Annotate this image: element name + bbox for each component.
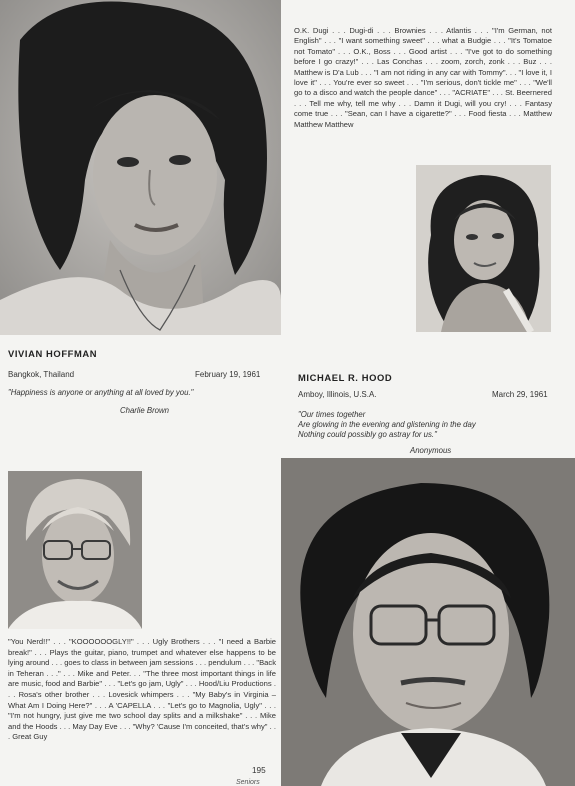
quote-vivian: "Happiness is anyone or anything at all loved by you.": [8, 388, 194, 397]
michael-caption-text: "You Nerd!!" . . . "KOOOOOOGLY!!" . . . Ugly Brothers . . . "I need a Barbie break!" . . . Plays the guitar, piano, trumpet and whatever else happens to be lying around . . . goes to class in between jam sessions . . . pendulum . . . "Back in Teheran . . ." . . . Mike and Peter. . . "The three most important things in life are music, food and Barbie" . . . "Let's go jam, Ugly" . . . Hood/Liu Productions . . . Rosa's other brother . . . Lovesick whimpers . . . "My Baby's in Virginia – What Am I Doing Here?" . . . A 'CAPELLA . . . "Let's go to Magnolia, Ugly" . . . "I'm not hungry, just give me two school day splits and a milkshake" . . . Mike and the Hoods . . . May Day Eve . . . "Why? 'Cause I'm conceited, that's why" . . . Great Guy: [8, 637, 276, 742]
quote-michael-line: "Our times together: [298, 410, 366, 419]
birthplace-vivian: Bangkok, Thailand: [8, 370, 75, 379]
quote-michael-line: Nothing could possibly go astray for us.": [298, 430, 437, 440]
portrait-vivian-small: [416, 165, 551, 332]
portrait-michael-large: [281, 458, 575, 786]
birthdate-vivian: February 19, 1961: [195, 370, 261, 379]
quote-michael: [298, 410, 558, 441]
quote-michael-line: Are glowing in the evening and glistening in the day: [298, 420, 476, 430]
student-name-vivian: VIVIAN HOFFMAN: [8, 348, 98, 359]
portrait-michael-small: [8, 471, 142, 629]
quote-attribution-michael: Anonymous: [410, 446, 452, 455]
vivian-caption-text: O.K. Dugi . . . Dugi-di . . . Brownies . . . Atlantis . . . "I'm German, not English" . . . "I want something sweet" . . . what a Budgie . . . "It's Tomatoe not Tomato" . . . O.K., Boss . . . Good artist . . . "I've got to do something before I go crazy!" . . . Las Conchas . . . zoom, zorch, zonk . . . Buz . . . Matthew is D'a Lub . . . "I am not riding in any car with Tommy". . . "I love it, I love it" . . . You're ever so sweet . . . "I'm serious, don't tickle me" . . . "We'll go to a disco and watch the people dance" . . . "ACRIATE" . . . St. Beernered . . . Tell me why, tell me why . . . Damn it Dugi, will you cry! . . . Fantasy come true . . . "Sean, can I have a cigarette?" . . . Food fiesta . . . Matthew Matthew Matthew: [294, 26, 552, 129]
birthdate-michael: March 29, 1961: [492, 390, 548, 399]
page-number: 195: [252, 766, 266, 775]
quote-attribution-vivian: Charlie Brown: [120, 406, 169, 415]
portrait-vivian-large: [0, 0, 281, 335]
section-footer: Seniors: [236, 779, 260, 786]
birthplace-michael: Amboy, Illinois, U.S.A.: [298, 390, 377, 399]
student-name-michael: MICHAEL R. HOOD: [298, 372, 393, 383]
